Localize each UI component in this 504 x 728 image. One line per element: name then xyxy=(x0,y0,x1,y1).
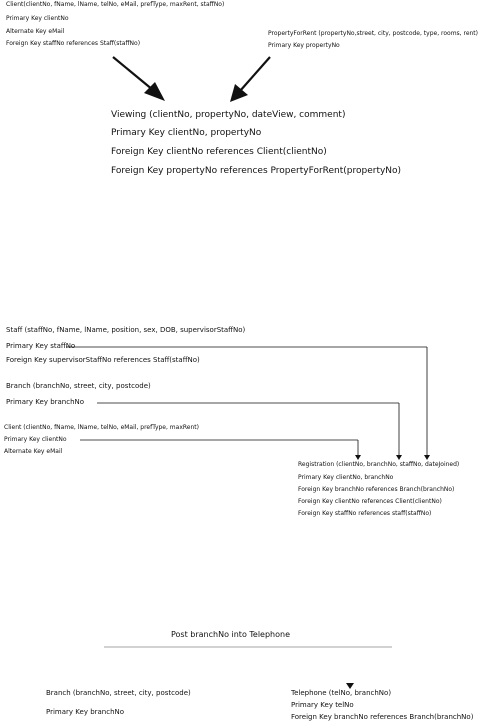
telephone-relation: Telephone (telNo, branchNo) xyxy=(291,689,392,697)
arrow-property-to-viewing-head xyxy=(230,84,248,102)
registration-foreign-key-client: Foreign Key clientNo references Client(clientNo) xyxy=(298,498,442,505)
registration-relation: Registration (clientNo, branchNo, staffNo, dateJoined) xyxy=(298,461,460,468)
registration-foreign-key-branch: Foreign Key branchNo references Branch(branchNo) xyxy=(298,486,455,493)
branch-fk-arrowhead xyxy=(396,455,402,460)
arrow-client-to-viewing xyxy=(113,57,153,90)
viewing-foreign-key-client: Foreign Key clientNo references Client(clientNo) xyxy=(111,147,327,157)
viewing-relation: Viewing (clientNo, propertyNo, dateView, comment) xyxy=(111,110,346,120)
arrow-property-to-viewing xyxy=(240,57,270,91)
property-primary-key: Primary Key propertyNo xyxy=(268,42,340,49)
client-alternate-key: Alternate Key eMail xyxy=(6,28,65,35)
staff-foreign-key: Foreign Key supervisorStaffNo references Staff(staffNo) xyxy=(6,356,200,364)
property-relation: PropertyForRent (propertyNo,street, city, postcode, type, rooms, rent) xyxy=(268,30,478,37)
telephone-branch-arrowhead xyxy=(346,683,354,689)
client-relation: Client(clientNo, fName, lName, telNo, eMail, prefType, maxRent, staffNo) xyxy=(6,1,225,8)
viewing-primary-key: Primary Key clientNo, propertyNo xyxy=(111,128,262,138)
section-title: Post branchNo into Telephone xyxy=(171,630,291,639)
client-foreign-key: Foreign Key staffNo references Staff(staffNo) xyxy=(6,40,141,47)
client-fk-arrowhead xyxy=(355,455,361,460)
client-primary-key: Primary Key clientNo xyxy=(6,15,69,22)
staff-fk-arrowhead xyxy=(424,455,430,460)
branch-primary-key: Primary Key branchNo xyxy=(6,398,85,406)
staff-primary-key: Primary Key staffNo xyxy=(6,342,76,350)
telephone-foreign-key: Foreign Key branchNo references Branch(branchNo) xyxy=(291,713,474,721)
telephone-primary-key: Primary Key telNo xyxy=(291,701,354,709)
viewing-foreign-key-property: Foreign Key propertyNo references PropertyForRent(propertyNo) xyxy=(111,166,402,176)
registration-foreign-key-staff: Foreign Key staffNo references staff(staffNo) xyxy=(298,510,432,517)
staff-relation: Staff (staffNo, fName, lName, position, sex, DOB, supervisorStaffNo) xyxy=(6,326,246,334)
registration-primary-key: Primary Key clientNo, branchNo xyxy=(298,474,394,481)
branch-relation: Branch (branchNo, street, city, postcode) xyxy=(6,382,151,390)
client2-relation: Client (clientNo, fName, lName, telNo, eMail, prefType, maxRent) xyxy=(4,424,199,431)
client2-alternate-key: Alternate Key eMail xyxy=(4,448,63,455)
branch2-relation: Branch (branchNo, street, city, postcode) xyxy=(46,689,191,697)
client2-primary-key: Primary Key clientNo xyxy=(4,436,67,443)
branch2-primary-key: Primary Key branchNo xyxy=(46,708,125,716)
